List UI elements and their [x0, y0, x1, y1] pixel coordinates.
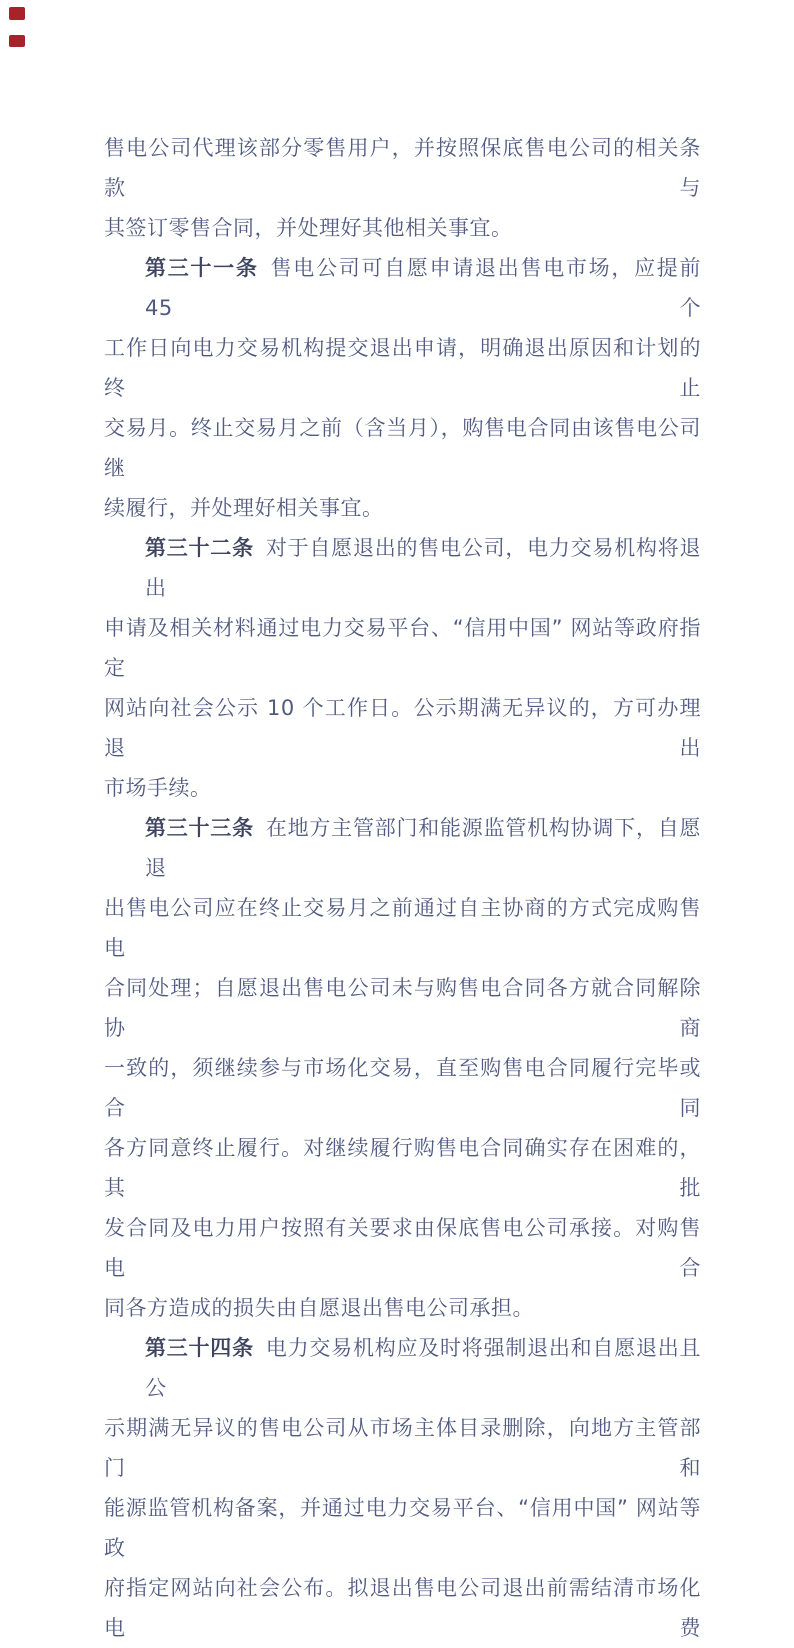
line-text: 示期满无异议的售电公司从市场主体目录删除，向地方主管部门和 — [104, 1416, 701, 1480]
line-text: 网站向社会公示 10 个工作日。公示期满无异议的，方可办理退出 — [104, 696, 701, 760]
article-heading: 第三十一条 — [145, 256, 259, 280]
line-text: 售电公司代理该部分零售用户，并按照保底售电公司的相关条款与 — [104, 136, 701, 200]
line-text: 市场手续。 — [104, 776, 212, 800]
text-line — [104, 968, 701, 1048]
text-line — [104, 1568, 701, 1648]
line-text: 工作日向电力交易机构提交退出申请，明确退出原因和计划的终止 — [104, 336, 701, 400]
article-heading: 第三十二条 — [145, 536, 254, 560]
text-line — [104, 608, 701, 688]
text-line — [104, 408, 701, 488]
line-text: 在地方主管部门和能源监管机构协调下，自愿退 — [145, 816, 702, 880]
article-heading: 第三十四条 — [145, 1336, 254, 1360]
text-line — [104, 1288, 701, 1328]
red-corner-mark-icon — [9, 7, 25, 20]
line-text: 合同处理；自愿退出售电公司未与购售电合同各方就合同解除协商 — [104, 976, 701, 1040]
text-line — [104, 1048, 701, 1128]
line-text: 发合同及电力用户按照有关要求由保底售电公司承接。对购售电合 — [104, 1216, 701, 1280]
line-text: 交易月。终止交易月之前（含当月），购售电合同由该售电公司继 — [104, 416, 701, 480]
text-line — [104, 1328, 701, 1408]
line-text: 能源监管机构备案，并通过电力交易平台、“信用中国” 网站等政 — [104, 1496, 701, 1560]
line-text: 各方同意终止履行。对继续履行购售电合同确实存在困难的，其批 — [104, 1136, 701, 1200]
line-text: 续履行，并处理好相关事宜。 — [104, 496, 384, 520]
line-text: 其签订零售合同，并处理好其他相关事宜。 — [104, 216, 513, 240]
text-line — [104, 208, 701, 248]
text-line — [104, 488, 701, 528]
line-text: 一致的，须继续参与市场化交易，直至购售电合同履行完毕或合同 — [104, 1056, 701, 1120]
text-line — [104, 328, 701, 408]
text-line — [104, 1488, 701, 1568]
text-line — [104, 888, 701, 968]
article-heading: 第三十三条 — [145, 816, 254, 840]
line-text: 电力交易机构应及时将强制退出和自愿退出且公 — [145, 1336, 702, 1400]
document-body — [104, 128, 701, 1648]
text-line — [104, 248, 701, 328]
line-text: 府指定网站向社会公布。拟退出售电公司退出前需结清市场化电费 — [104, 1576, 701, 1640]
line-text: 申请及相关材料通过电力交易平台、“信用中国” 网站等政府指定 — [104, 616, 701, 680]
text-line — [104, 808, 701, 888]
text-line — [104, 1128, 701, 1208]
line-text: 售电公司可自愿申请退出售电市场，应提前 45 个 — [145, 256, 702, 320]
text-line — [104, 688, 701, 768]
line-text: 同各方造成的损失由自愿退出售电公司承担。 — [104, 1296, 534, 1320]
red-corner-mark-icon — [9, 35, 25, 47]
text-line — [104, 1408, 701, 1488]
text-line — [104, 128, 701, 208]
text-line — [104, 768, 701, 808]
line-text: 出售电公司应在终止交易月之前通过自主协商的方式完成购售电 — [104, 896, 701, 960]
line-text: 对于自愿退出的售电公司，电力交易机构将退出 — [145, 536, 702, 600]
text-line — [104, 528, 701, 608]
text-line — [104, 1208, 701, 1288]
